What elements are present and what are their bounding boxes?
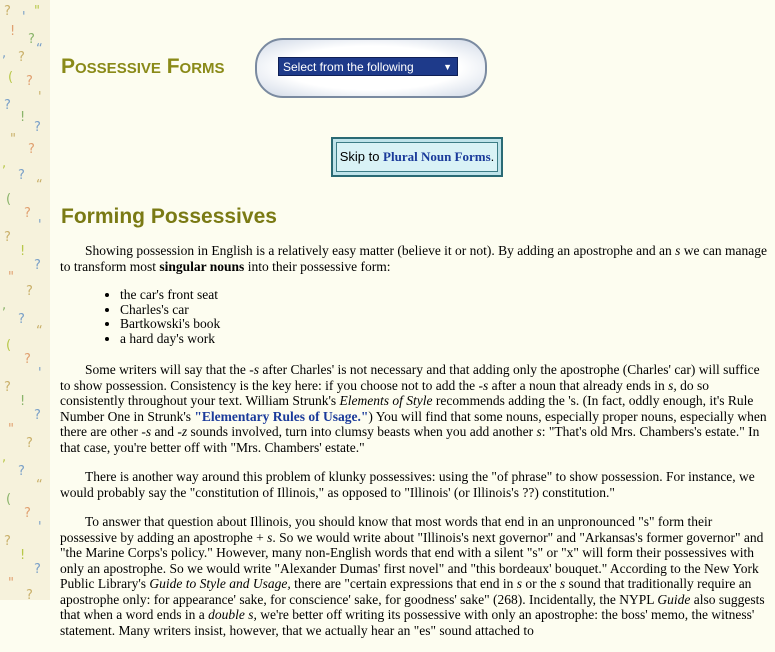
skip-box — [331, 137, 503, 177]
skip-link-plural-noun-forms[interactable]: Plural Noun Forms — [383, 149, 491, 164]
skip-prefix: Skip to — [339, 149, 384, 164]
list-item: • the car's front seat — [120, 288, 772, 303]
skip-inner — [336, 142, 498, 172]
list-item: • Bartkowski's book — [120, 317, 772, 332]
list-item: • a hard day's work — [120, 332, 772, 347]
paragraph-3: There is another way around this problem of klunky possessives: using the "of phrase" to show possession. For instance, we would probably say the "constitution of Illinois," as opposed to "Illinois' (or Illinois's ??) constitution." — [60, 469, 755, 500]
page-title: Possessive Forms — [61, 55, 225, 78]
chevron-down-icon: ▼ — [443, 62, 452, 72]
section-heading: Forming Possessives — [61, 205, 277, 228]
topic-select[interactable] — [278, 57, 458, 76]
article-body — [60, 243, 772, 652]
paragraph-4: To answer that question about Illinois, you should know that most words that end in an unpronounced "s" form their possessive by adding an apostrophe + s. So we would write about "Illinois's next governor" and "Arkansas's former governor" and "the Marine Corps's policy." However, many non-English words that end with a silent "s" or "x" will form their possessives with only an apostrophe. So we would write "Alexander Dumas' first novel" and "this bordeaux' bouquet." According to the New York Public Library's Guide to Style and Usage, there are "certain expressions that end in s or the s sound that traditionally require an apostrophe only: for appearance' sake, for conscience' sake, for goodness' sake" (268). Incidentally, the NYPL Guide also suggests that when a word ends in a double s, we're better off writing its possessive with only an apostrophe: the boss' memo, the witness' statement. Many writers insist, however, that we actually hear an "es" sound attached to — [60, 514, 765, 638]
topic-select-label: Select from the following — [283, 60, 414, 74]
skip-suffix: . — [490, 149, 495, 164]
decorative-border: ? ' " ! ? , ? “ ( ? ' ? ! ? " ? , ? “ ( ? ' ? ! ? " ? , ? “ ( ? ' ? ! ? " ? , ? “ ( ? ' ? ! ? " ? — [0, 0, 50, 600]
paragraph-1: Showing possession in English is a relatively easy matter (believe it or not). By adding an apostrophe and an s we can manage to transform most singular nouns into their possessive form: — [60, 243, 767, 274]
elementary-rules-link[interactable]: "Elementary Rules of Usage." — [194, 408, 369, 424]
examples-list — [60, 288, 772, 346]
paragraph-2: Some writers will say that the -s after Charles' is not necessary and that adding only the apostrophe (Charles' car) will suffice to show possession. Consistency is the key here: if you choose not to add the -s after a noun that already ends in s, do so consistently throughout your text. William Strunk's Elements of Style recommends adding the 's. (In fact, oddly enough, it's Rule Number One in Strunk's "Elementary Rules of Usage.") You will find that some nouns, especially proper nouns, especially when there are other -s and -z sounds involved, turn into clumsy beasts when you add another s: "That's old Mrs. Chambers's estate." In that case, you're better off with "Mrs. Chambers' estate." — [60, 362, 767, 455]
list-item: • Charles's car — [120, 303, 772, 318]
